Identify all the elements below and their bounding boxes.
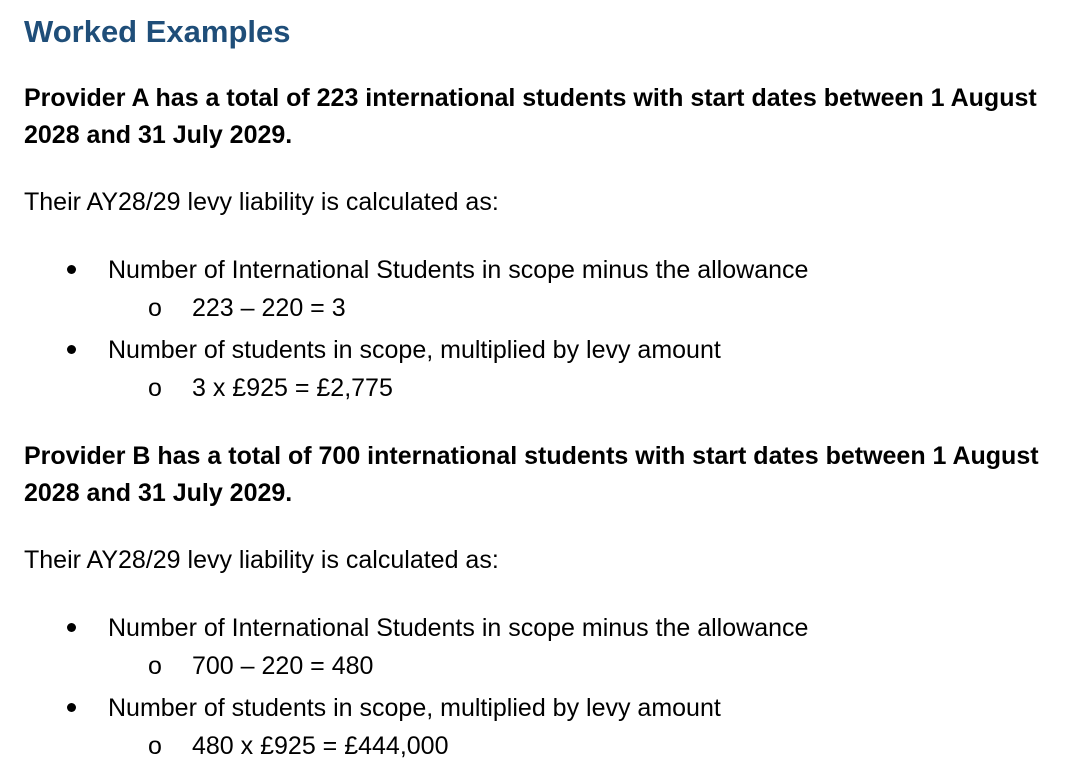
step-calculation: 223 – 220 = 3: [192, 294, 346, 322]
bullet-icon: [67, 345, 76, 354]
step-calculation: 3 x £925 = £2,775: [192, 374, 393, 402]
step-calculation: 480 x £925 = £444,000: [192, 732, 449, 760]
step-label: Number of International Students in scope minus the allowance: [108, 256, 809, 284]
step-label: Number of International Students in scope minus the allowance: [108, 614, 809, 642]
step-label: Number of students in scope, multiplied by levy amount: [108, 694, 721, 722]
bullet-icon: [67, 703, 76, 712]
example-title: Provider B has a total of 700 international students with start dates between 1 August 2028 and 31 July 2029.: [24, 442, 1039, 507]
bullet-icon: [67, 623, 76, 632]
example-title: Provider A has a total of 223 international students with start dates between 1 August 2028 and 31 July 2029.: [24, 84, 1037, 149]
step-calculation: 700 – 220 = 480: [192, 652, 374, 680]
sub-bullet-icon: o: [148, 732, 162, 760]
bullet-icon: [67, 265, 76, 274]
step-label: Number of students in scope, multiplied by levy amount: [108, 336, 721, 364]
example-intro: Their AY28/29 levy liability is calculated as:: [24, 546, 499, 574]
sub-bullet-icon: o: [148, 294, 162, 322]
sub-bullet-icon: o: [148, 652, 162, 680]
page-title: Worked Examples: [24, 14, 291, 49]
example-intro: Their AY28/29 levy liability is calculated as:: [24, 188, 499, 216]
sub-bullet-icon: o: [148, 374, 162, 402]
